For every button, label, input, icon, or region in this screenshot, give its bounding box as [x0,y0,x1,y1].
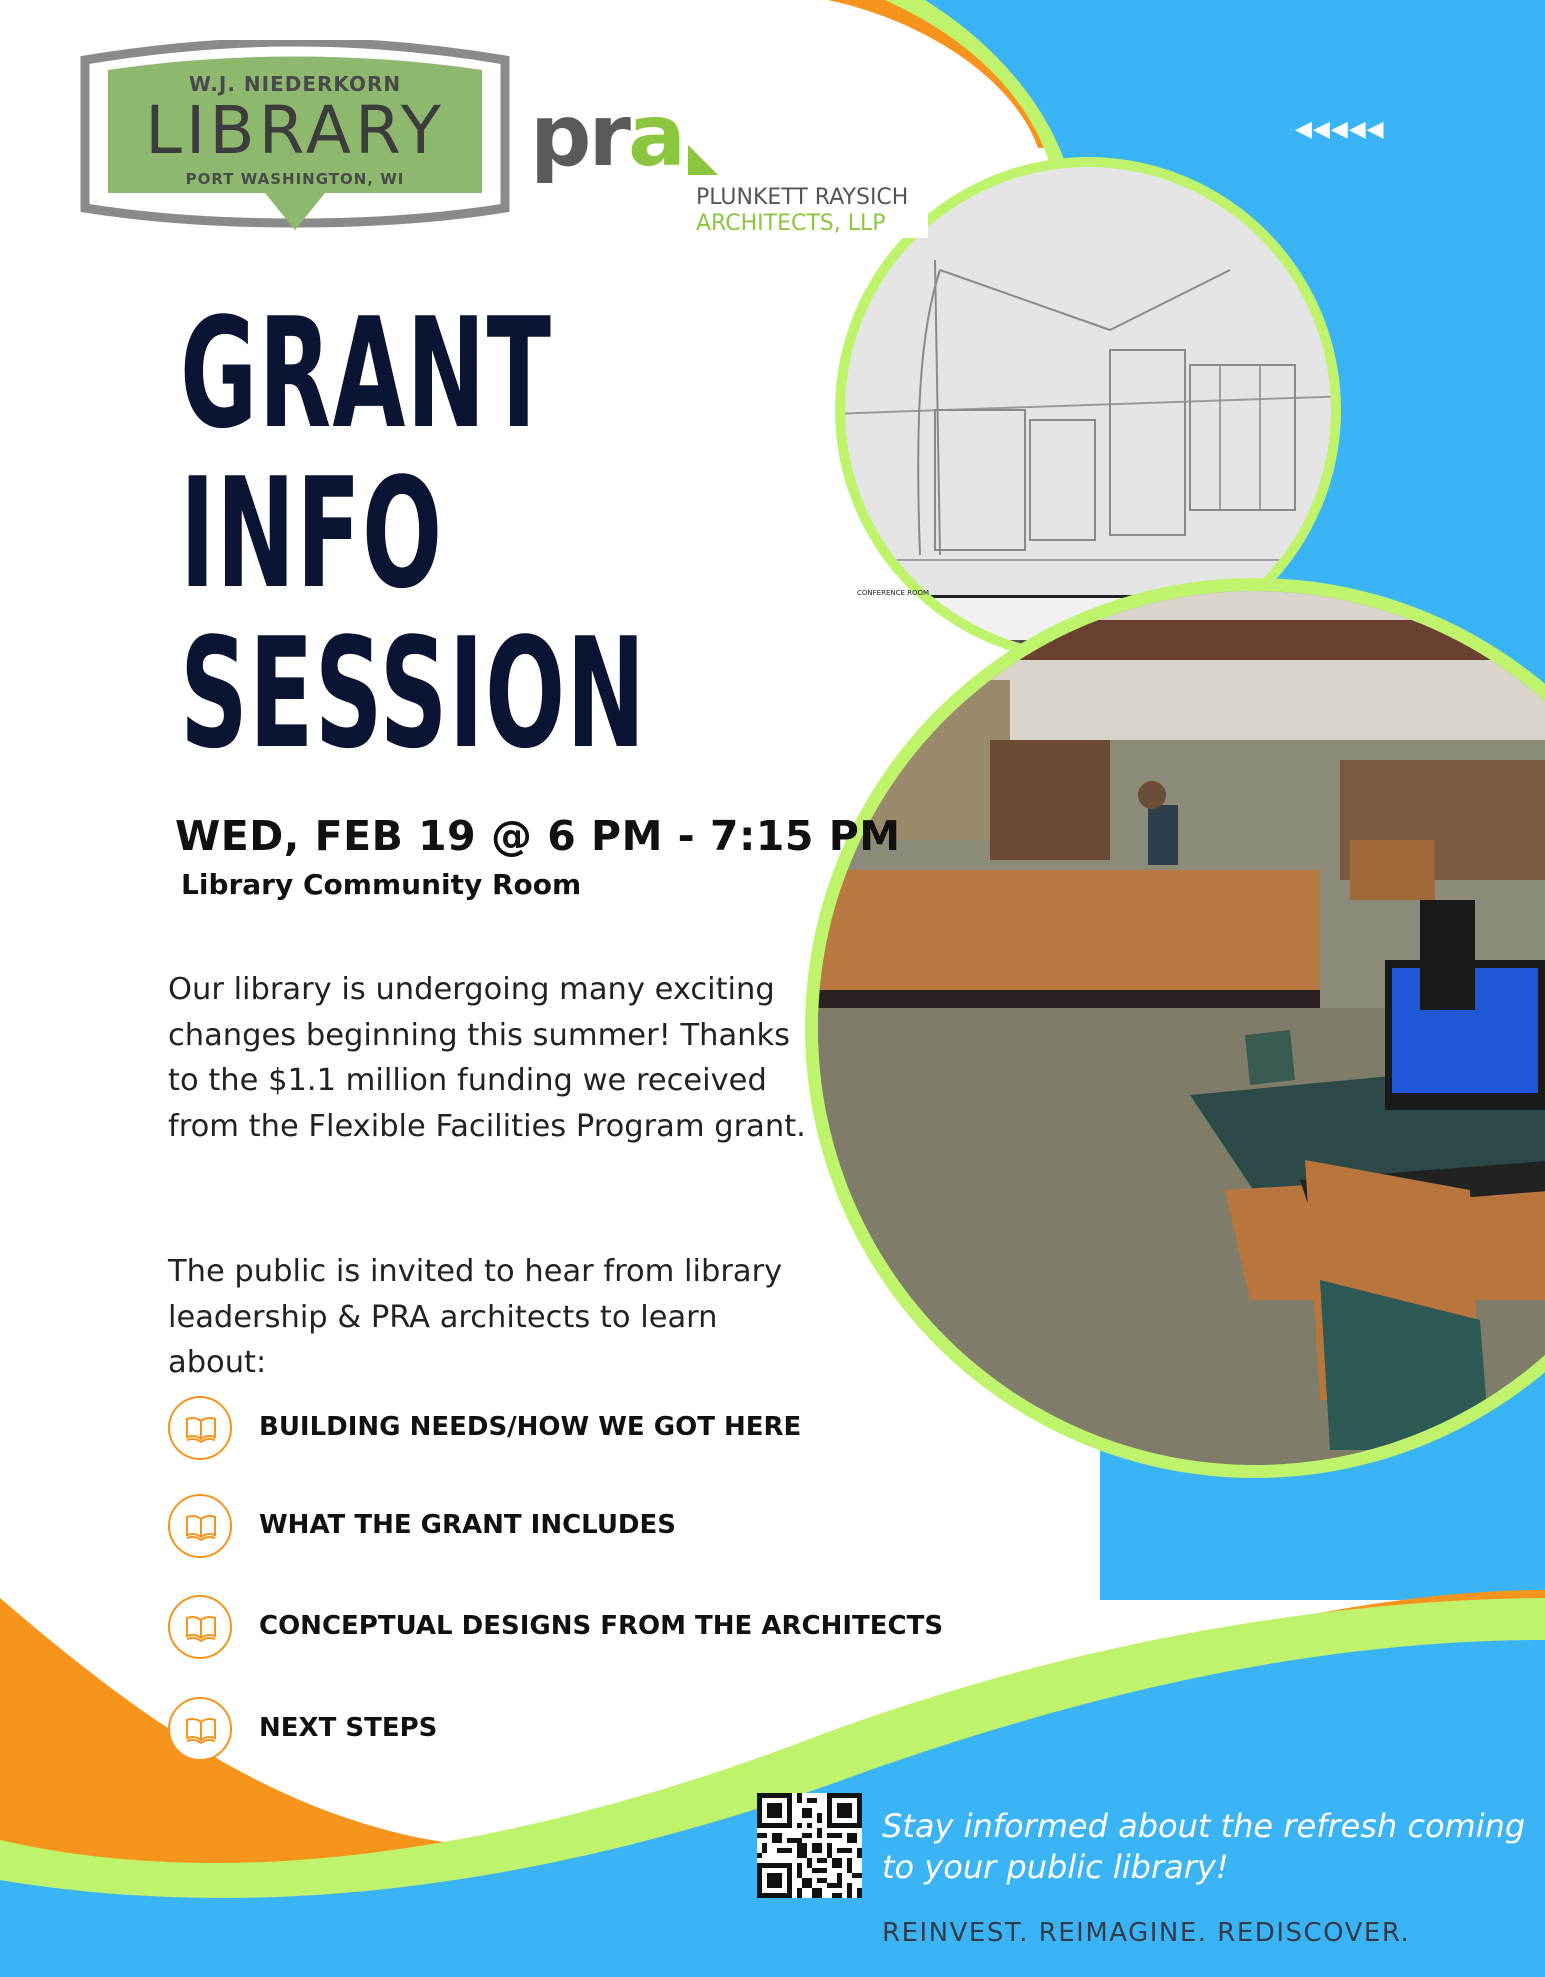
footer-tagline: REINVEST. REIMAGINE. REDISCOVER. [882,1918,1411,1948]
book-icon [168,1697,232,1761]
pra-logo-line1: PLUNKETT RAYSICH [696,185,909,210]
book-icon [168,1396,232,1460]
title-line-3: SESSION [180,605,647,782]
library-logo [80,40,510,240]
sketch-caption: CONFERENCE ROOM [857,589,930,597]
pra-logo-word: pra [530,86,684,186]
event-datetime: WED, FEB 19 @ 6 PM - 7:15 PM [175,812,901,860]
pra-logo-line2: ARCHITECTS, LLP [696,211,886,236]
book-icon [168,1494,232,1558]
library-logo-bottom: PORT WASHINGTON, WI [185,170,405,188]
event-location: Library Community Room [181,868,582,901]
intro-paragraph: Our library is undergoing many exciting changes beginning this summer! Thanks to the $1.1 million funding we received from the Flexible Facilities Program grant. [168,972,806,1144]
library-logo-top: W.J. NIEDERKORN [188,72,402,96]
footer-cta: Stay informed about the refresh coming to your public library! [882,1807,1526,1886]
agenda-item [168,1494,968,1562]
agenda-label: CONCEPTUAL DESIGNS FROM THE ARCHITECTS [259,1611,944,1641]
library-logo-main: LIBRARY [145,92,445,169]
pra-logo [530,86,930,240]
title-line-2: INFO [180,445,444,622]
invite-paragraph: The public is invited to hear from library leadership & PRA architects to learn about: [168,1254,783,1380]
agenda-item [168,1396,968,1464]
agenda-item [168,1697,968,1765]
decorative-arrows: ◀◀◀◀◀ [1295,117,1385,142]
agenda-label: NEXT STEPS [259,1713,438,1743]
qr-code[interactable] [757,1793,862,1898]
library-photo [800,560,1545,1478]
agenda-label: WHAT THE GRANT INCLUDES [259,1510,677,1540]
agenda-item [168,1595,968,1663]
book-icon [168,1595,232,1659]
agenda-label: BUILDING NEEDS/HOW WE GOT HERE [259,1412,802,1442]
title-line-1: GRANT [180,285,553,462]
